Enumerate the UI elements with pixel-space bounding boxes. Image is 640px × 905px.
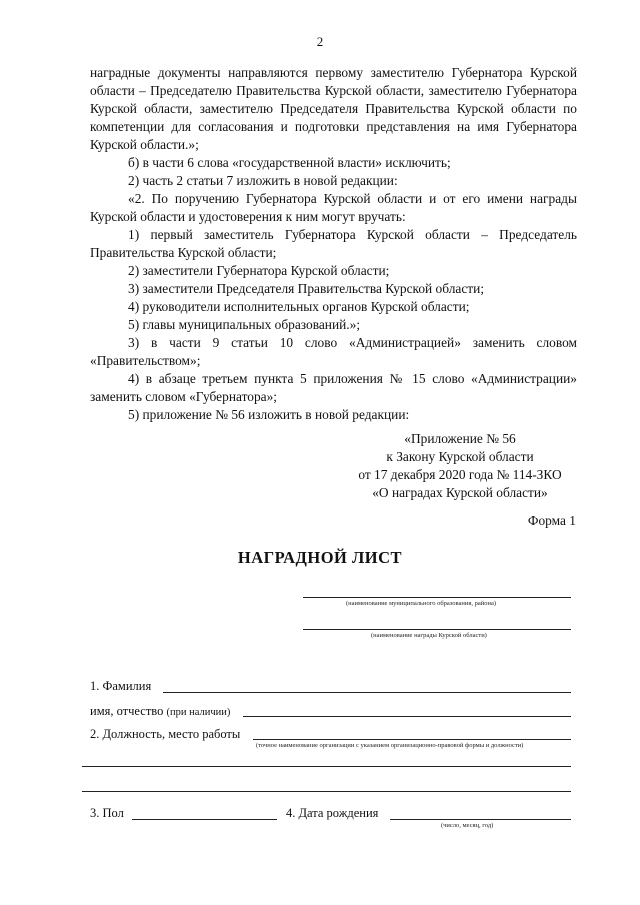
appendix-line: от 17 декабря 2020 года № 114-ЗКО: [358, 467, 562, 482]
award-caption: (наименование награды Курской области): [371, 632, 487, 639]
appendix-header: [330, 430, 590, 502]
document-body: [90, 64, 577, 424]
sex-field[interactable]: [132, 819, 277, 820]
paragraph: 4) в абзаце третьем пункта 5 приложения № 15 слово «Администрации» заменить словом «Губернатора»;: [90, 371, 577, 404]
birth-date-field[interactable]: [390, 819, 571, 820]
form-label: Форма 1: [527, 513, 576, 528]
page-number: 2: [316, 34, 324, 49]
paragraph: 3) заместители Председателя Правительства Курской области;: [128, 281, 485, 296]
award-line[interactable]: [303, 629, 571, 630]
paragraph: 5) приложение № 56 изложить в новой редакции:: [128, 407, 410, 422]
surname-label: 1. Фамилия: [90, 679, 152, 693]
appendix-line: «О наградах Курской области»: [372, 485, 548, 500]
surname-field[interactable]: [163, 692, 571, 693]
municipality-caption: (наименование муниципального образования, района): [346, 600, 497, 607]
paragraph: 3) в части 9 статьи 10 слово «Администрацией» заменить словом «Правительством»;: [90, 335, 577, 368]
paragraph: «2. По поручению Губернатора Курской области и от его имени награды Курской области и удостоверения к ним могут вручать:: [90, 191, 577, 224]
municipality-line[interactable]: [303, 597, 571, 598]
paragraph: 1) первый заместитель Губернатора Курской области – Председатель Правительства Курской области;: [90, 227, 577, 260]
name-field[interactable]: [243, 716, 571, 717]
paragraph: 4) руководители исполнительных органов Курской области;: [128, 299, 470, 314]
position-label: 2. Должность, место работы: [90, 727, 241, 741]
appendix-line: «Приложение № 56: [404, 431, 516, 446]
appendix-line: к Закону Курской области: [386, 449, 534, 464]
position-field-line-3[interactable]: [82, 791, 571, 792]
name-label: [90, 704, 230, 719]
name-label-text: имя, отчество: [90, 704, 164, 718]
paragraph: 5) главы муниципальных образований.»;: [128, 317, 361, 332]
organization-caption: (точное наименование организации с указанием организационно-правовой формы и должности): [256, 742, 524, 749]
paragraph: 2) заместители Губернатора Курской области;: [128, 263, 390, 278]
paragraph: наградные документы направляются первому заместителю Губернатора Курской области – Председателю Правительства Курской области, заместителю Губернатора Курской области, заместителю Председателя Правительства Курской области по компетенции для согласования и подготовки представления на имя Губернатора Курской области.»;: [90, 65, 577, 152]
birth-date-caption: (число, месяц, год): [441, 822, 494, 829]
birth-date-label: 4. Дата рождения: [286, 806, 379, 820]
sex-label: 3. Пол: [90, 806, 124, 820]
position-field-line-2[interactable]: [82, 766, 571, 767]
paragraph: 2) часть 2 статьи 7 изложить в новой редакции:: [128, 173, 398, 188]
form-title: НАГРАДНОЙ ЛИСТ: [237, 548, 403, 567]
paragraph: б) в части 6 слова «государственной власти» исключить;: [128, 155, 451, 170]
position-field[interactable]: [253, 739, 571, 740]
name-label-note: (при наличии): [166, 707, 231, 718]
